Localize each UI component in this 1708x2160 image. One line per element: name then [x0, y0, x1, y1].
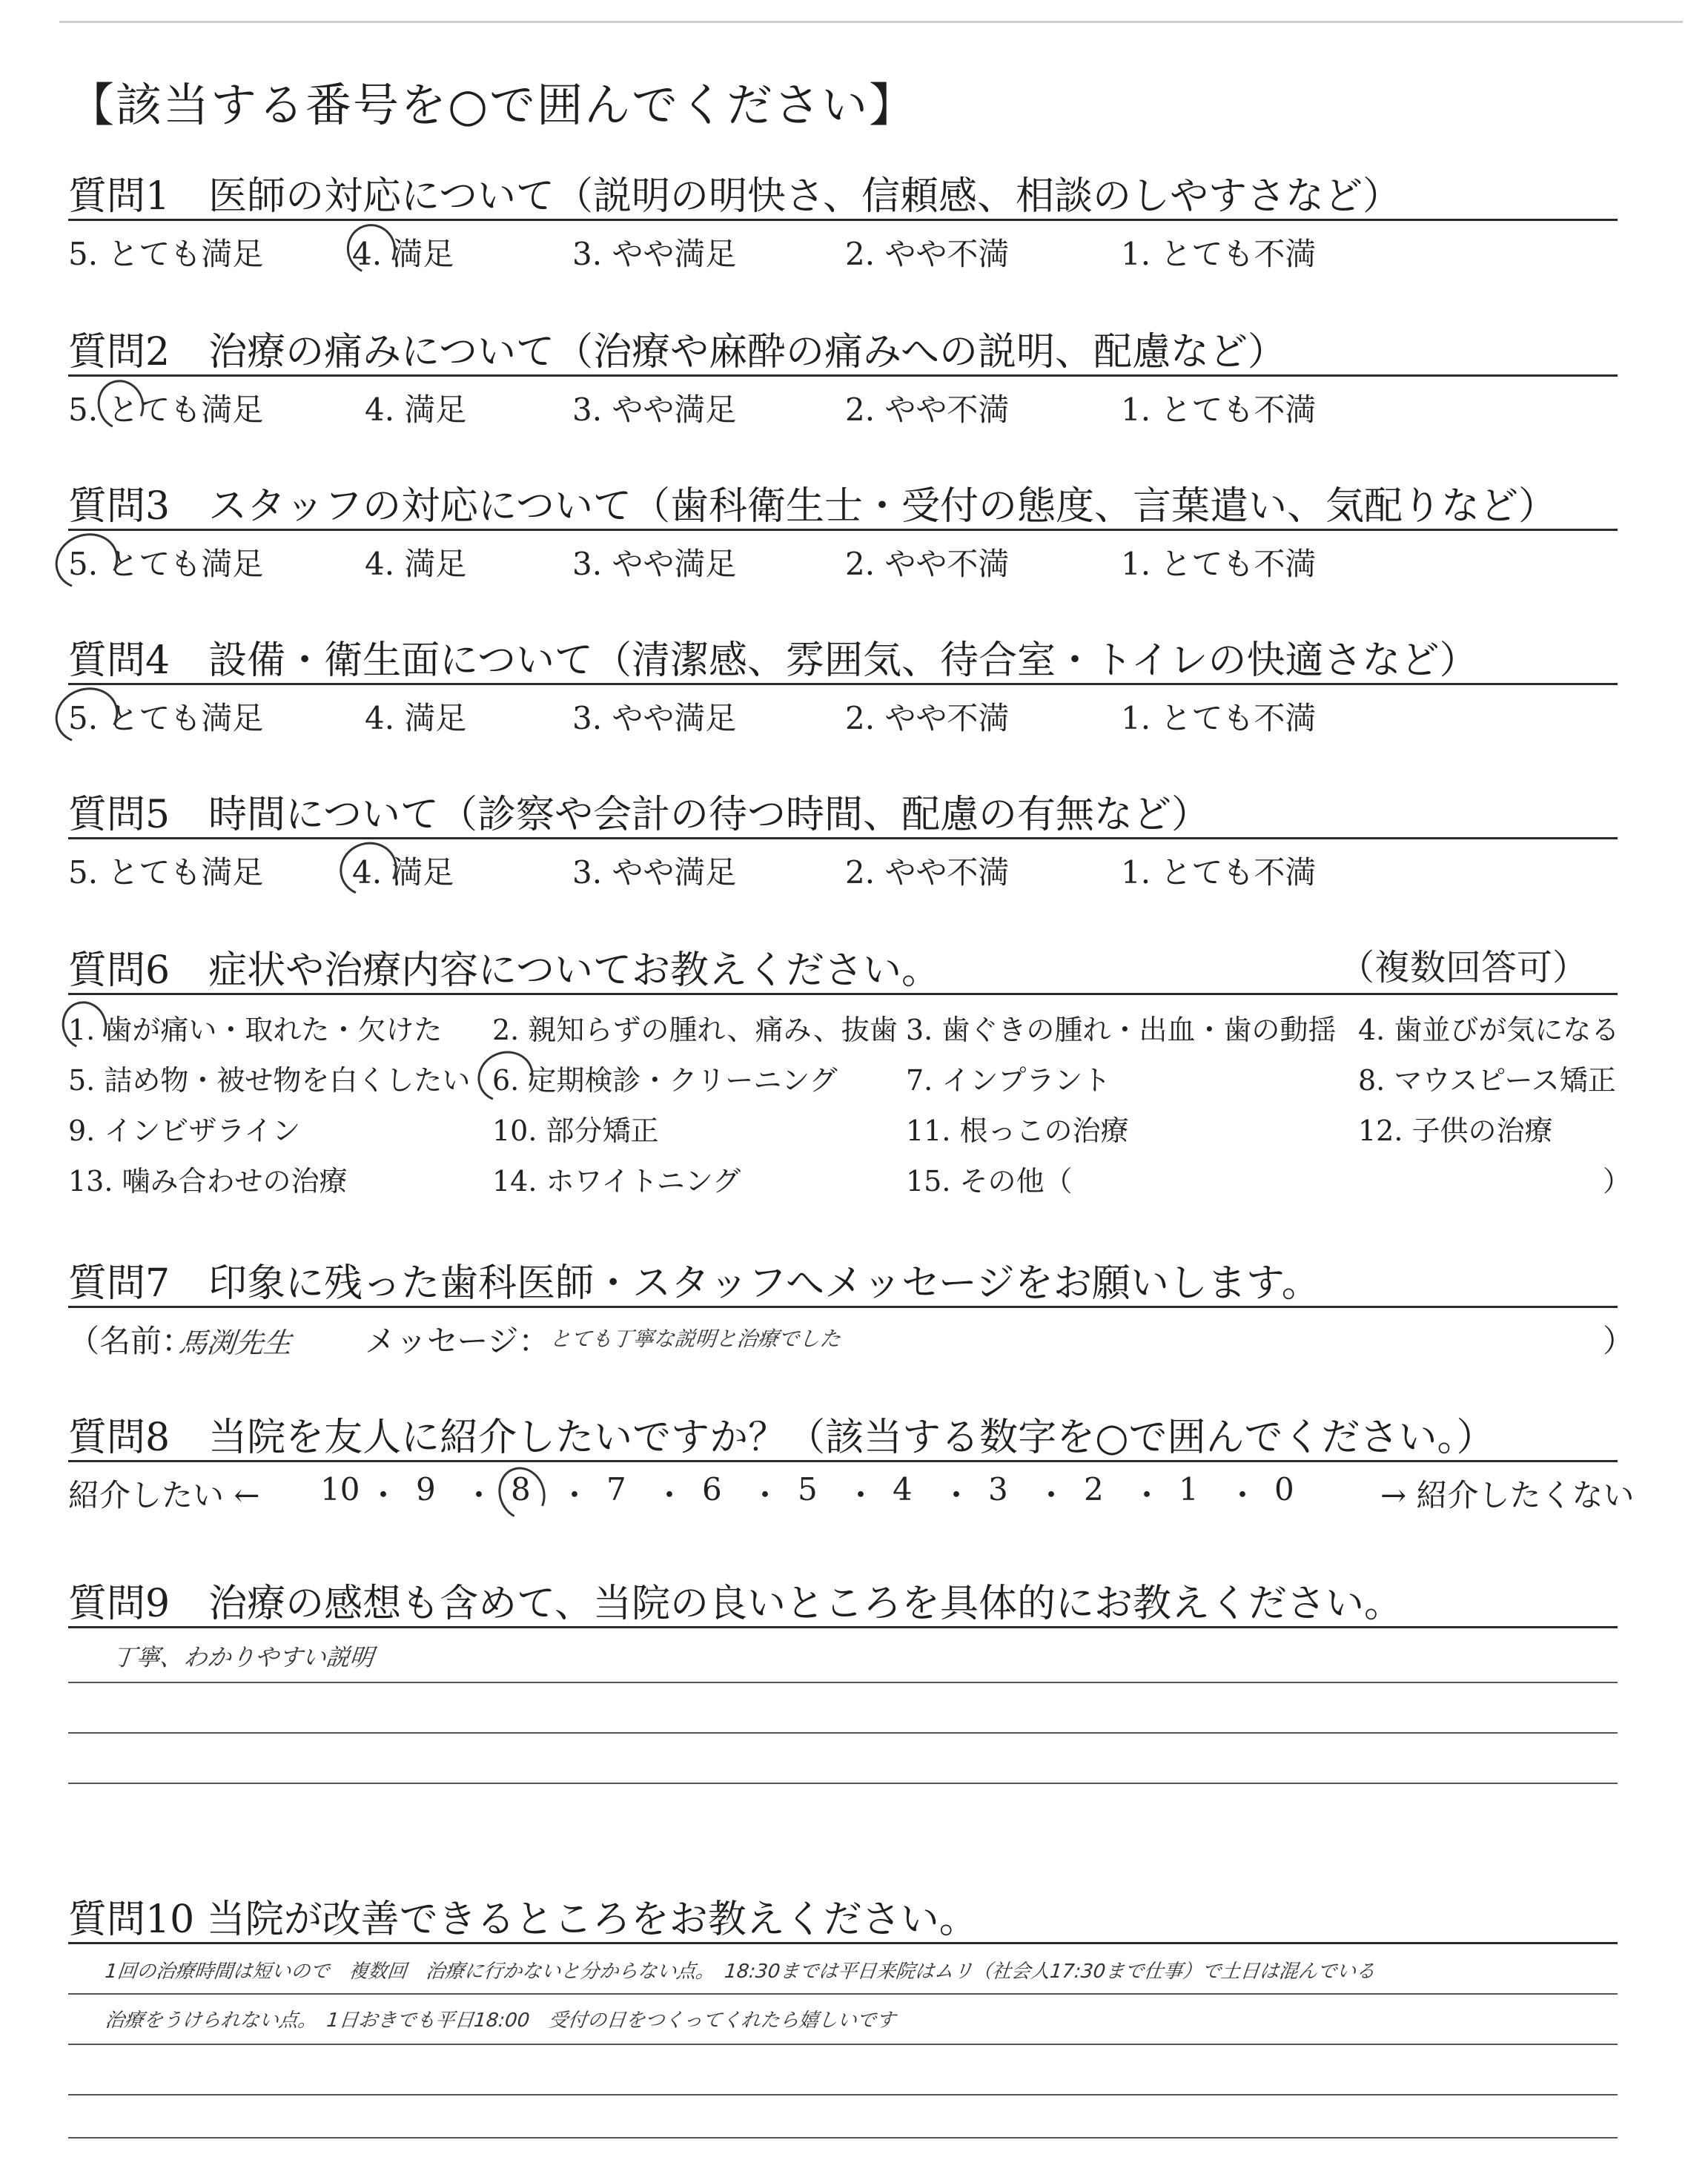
page-header: 【該当する番号を○で囲んでください】	[68, 78, 917, 132]
question-8-rule	[68, 1460, 1618, 1462]
question-1-rule	[68, 219, 1618, 221]
top-border-line	[59, 21, 1683, 23]
q9-answer-line-2	[68, 1732, 1618, 1734]
q8-scale-value-9[interactable]: 9	[416, 1471, 436, 1507]
q8-scale-value-10[interactable]: 10	[320, 1471, 360, 1507]
q8-scale-value-5[interactable]: 5	[798, 1471, 818, 1507]
question-7-rule	[68, 1306, 1618, 1308]
q3-selection-circle	[47, 525, 126, 598]
q8-scale-value-0[interactable]: 0	[1274, 1471, 1294, 1507]
q1-option-1[interactable]: 1. とても不満	[1121, 236, 1317, 272]
question-8-title: 質問8 当院を友人に紹介したいですか？（該当する数字を○で囲んでください。）	[68, 1416, 1495, 1460]
q8-scale-separator: ・	[368, 1477, 400, 1513]
q5-option-2[interactable]: 2. やや不満	[845, 854, 1010, 891]
question-6-title: 質問6 症状や治療内容についてお教えください。	[68, 948, 941, 993]
q7-message-value[interactable]: とても丁寧な説明と治療でした	[549, 1327, 842, 1351]
question-10-title: 質問10 当院が改善できるところをお教えください。	[68, 1898, 978, 1942]
q1-option-2[interactable]: 2. やや不満	[845, 236, 1010, 272]
q8-scale-separator: ・	[559, 1477, 591, 1513]
q6-item-3[interactable]: 3. 歯ぐきの腫れ・出血・歯の動揺	[906, 1014, 1337, 1046]
q3-option-2[interactable]: 2. やや不満	[845, 546, 1010, 582]
q4-option-2[interactable]: 2. やや不満	[845, 700, 1010, 736]
q2-option-2[interactable]: 2. やや不満	[845, 392, 1010, 428]
q8-left-label: 紹介したい ←	[68, 1477, 260, 1513]
q8-scale-separator: ・	[749, 1477, 781, 1513]
q6-item-15-close: ）	[1603, 1165, 1632, 1198]
q6-item-9[interactable]: 9. インビザライン	[68, 1114, 301, 1147]
q10-answer-line-2[interactable]: 治療をうけられない点。 1日おきでも平日18:00 受付の日をつくってくれたら嬉しいです	[104, 2009, 897, 2032]
q4-option-1[interactable]: 1. とても不満	[1121, 700, 1317, 736]
q9-answer[interactable]: 丁寧、わかりやすい説明	[110, 1643, 375, 1671]
q6-item-10[interactable]: 10. 部分矯正	[492, 1114, 659, 1147]
question-9-rule	[68, 1626, 1618, 1628]
q6-item-2[interactable]: 2. 親知らずの腫れ、痛み、抜歯	[492, 1014, 898, 1046]
q3-option-4[interactable]: 4. 満足	[365, 546, 467, 582]
question-3-title: 質問3 スタッフの対応について（歯科衛生士・受付の態度、言葉遣い、気配りなど）	[68, 484, 1558, 529]
q1-option-3[interactable]: 3. やや満足	[572, 236, 737, 272]
q7-message-label: メッセージ：	[365, 1323, 550, 1359]
q6-item-14[interactable]: 14. ホワイトニング	[492, 1165, 741, 1198]
q10-answer-rule-4	[68, 2137, 1618, 2138]
q9-answer-line-3	[68, 1783, 1618, 1784]
q3-option-3[interactable]: 3. やや満足	[572, 546, 737, 582]
q2-option-1[interactable]: 1. とても不満	[1121, 392, 1317, 428]
q3-option-1[interactable]: 1. とても不満	[1121, 546, 1317, 582]
q8-scale-value-6[interactable]: 6	[702, 1471, 722, 1507]
q6-item-7[interactable]: 7. インプラント	[906, 1064, 1111, 1097]
q8-right-label: → 紹介したくない	[1380, 1477, 1635, 1513]
q8-scale-separator: ・	[941, 1477, 973, 1513]
q1-option-5[interactable]: 5. とても満足	[68, 236, 264, 272]
q8-scale-value-1[interactable]: 1	[1179, 1471, 1199, 1507]
q4-option-3[interactable]: 3. やや満足	[572, 700, 737, 736]
q10-answer-rule-2	[68, 2044, 1618, 2045]
q7-name-value[interactable]: 馬渕先生	[177, 1327, 294, 1359]
q6-item-12[interactable]: 12. 子供の治療	[1358, 1114, 1553, 1147]
q10-answer-rule-1	[68, 1993, 1618, 1995]
question-5-title: 質問5 時間について（診察や会計の待つ時間、配慮の有無など）	[68, 793, 1211, 837]
q5-selection-circle	[332, 834, 405, 904]
q5-option-4[interactable]: 4. 満足	[352, 854, 454, 891]
q2-option-5[interactable]: 5. とても満足	[68, 392, 264, 428]
q4-option-5[interactable]: 5. とても満足	[68, 700, 264, 736]
q6-item-5[interactable]: 5. 詰め物・被せ物を白くしたい	[68, 1064, 471, 1097]
question-3-rule	[68, 529, 1618, 531]
q4-selection-circle	[47, 679, 126, 753]
q8-scale-separator: ・	[654, 1477, 686, 1513]
q2-option-4[interactable]: 4. 満足	[365, 392, 467, 428]
q6-item-6[interactable]: 6. 定期検診・クリーニング	[492, 1064, 838, 1097]
question-4-title: 質問4 設備・衛生面について（清潔感、雰囲気、待合室・トイレの快適さなど）	[68, 638, 1478, 683]
question-1-title: 質問1 医師の対応について（説明の明快さ、信頼感、相談のしやすさなど）	[68, 174, 1401, 219]
q8-scale-value-3[interactable]: 3	[988, 1471, 1008, 1507]
q6-item-8[interactable]: 8. マウスピース矯正	[1358, 1064, 1616, 1097]
q8-scale-separator: ・	[1036, 1477, 1068, 1513]
q2-option-3[interactable]: 3. やや満足	[572, 392, 737, 428]
q8-scale-value-8[interactable]: 8	[511, 1471, 531, 1507]
q6-item-15[interactable]: 15. その他（	[906, 1165, 1073, 1198]
question-4-rule	[68, 683, 1618, 685]
question-7-title: 質問7 印象に残った歯科医師・スタッフへメッセージをお願いします。	[68, 1261, 1320, 1306]
q5-option-3[interactable]: 3. やや満足	[572, 854, 737, 891]
q8-scale-separator: ・	[845, 1477, 877, 1513]
q6-item-6-circle	[471, 1043, 541, 1110]
q8-rating-scale	[320, 1471, 1380, 1513]
q8-scale-separator: ・	[1131, 1477, 1163, 1513]
q6-item-13[interactable]: 13. 噛み合わせの治療	[68, 1165, 348, 1198]
question-2-rule	[68, 374, 1618, 377]
q7-close-paren: ）	[1603, 1323, 1635, 1359]
q8-selection-circle	[491, 1461, 553, 1527]
q8-scale-value-2[interactable]: 2	[1084, 1471, 1104, 1507]
q3-option-5[interactable]: 5. とても満足	[68, 546, 264, 582]
q1-option-4[interactable]: 4. 満足	[352, 236, 454, 272]
q8-scale-separator: ・	[463, 1477, 495, 1513]
q6-item-4[interactable]: 4. 歯並びが気になる	[1358, 1014, 1620, 1046]
q9-answer-line-1	[68, 1682, 1618, 1683]
q4-option-4[interactable]: 4. 満足	[365, 700, 467, 736]
question-6-rule	[68, 993, 1618, 995]
question-6-note: （複数回答可）	[1338, 947, 1588, 988]
question-2-title: 質問2 治療の痛みについて（治療や麻酔の痛みへの説明、配慮など）	[68, 330, 1287, 374]
question-9-title: 質問9 治療の感想も含めて、当院の良いところを具体的にお教えください。	[68, 1582, 1403, 1626]
q6-item-11[interactable]: 11. 根っこの治療	[906, 1114, 1129, 1147]
q7-name-label: （名前：	[68, 1323, 193, 1359]
question-5-rule	[68, 837, 1618, 839]
q6-item-1[interactable]: 1. 歯が痛い・取れた・欠けた	[68, 1014, 443, 1046]
q5-option-1[interactable]: 1. とても不満	[1121, 854, 1317, 891]
q10-answer-rule-3	[68, 2094, 1618, 2095]
q8-scale-value-7[interactable]: 7	[606, 1471, 626, 1507]
q8-scale-separator: ・	[1227, 1477, 1259, 1513]
q8-scale-value-4[interactable]: 4	[893, 1471, 913, 1507]
q5-option-5[interactable]: 5. とても満足	[68, 854, 264, 891]
q10-answer-line-1[interactable]: 1回の治療時間は短いので 複数回 治療に行かないと分からない点。 18:30までは平日来院はムリ（社会人17:30まで仕事）で土日は混んでいる	[104, 1961, 1377, 1983]
question-10-rule	[68, 1942, 1618, 1944]
